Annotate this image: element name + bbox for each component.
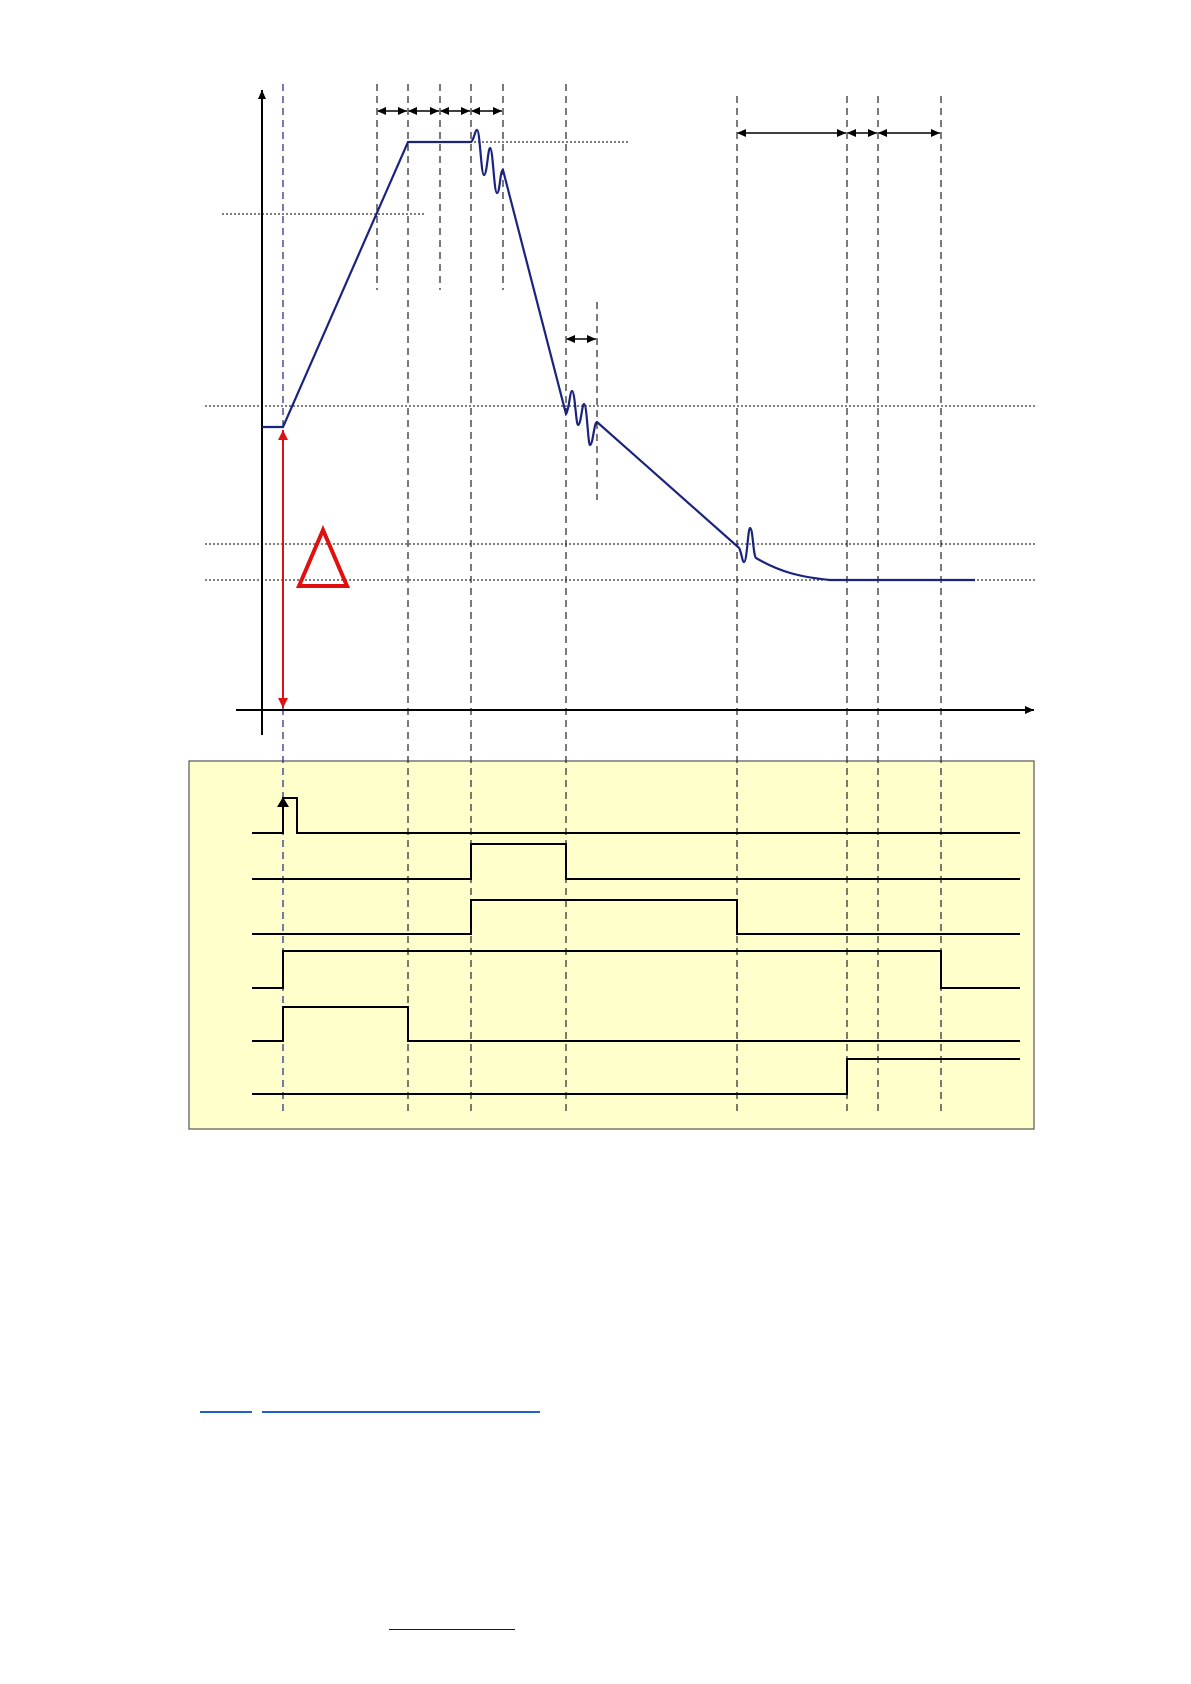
link-underline-long[interactable] (262, 1411, 540, 1413)
link-underline-short[interactable] (200, 1411, 252, 1413)
delta-triangle-icon (299, 530, 347, 586)
interval-arrows (378, 111, 940, 339)
footer-rule (389, 1629, 515, 1630)
axes (236, 90, 1034, 735)
response-curve (262, 130, 975, 580)
signal-panel (189, 761, 1034, 1129)
reference-levels (205, 142, 1036, 580)
